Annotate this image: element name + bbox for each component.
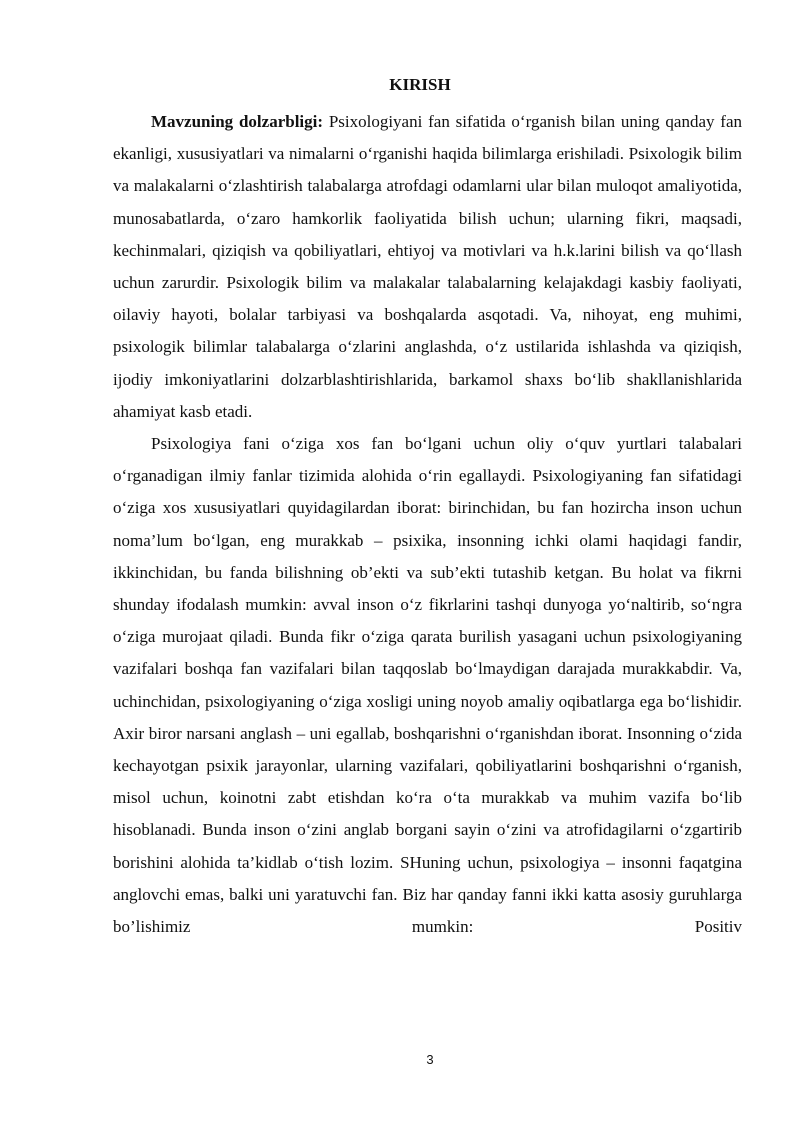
paragraph-lead: Mavzuning dolzarbligi: xyxy=(151,112,324,131)
body-text xyxy=(113,106,742,943)
paragraph-relevance-text: Psixologiyani fan sifatida o‘rganish bilan uning qanday fan ekanligi, xususiyatlari va nimalarni o‘rganishi haqida bilimlarga erishiladi. Psixologik bilim va malakalarni o‘zlashtirish talabalarga atrofdagi odamlarni ular bilan muloqot amaliyotida, munosabatlarda, o‘zaro hamkorlik faoliyatida bilish uchun; ularning fikri, maqsadi, kechinmalari, qiziqish va qobiliyatlari, ehtiyoj va motivlari va h.k.larini bilish va qo‘llash uchun zarurdir. Psixologik bilim va malakalar talabalarning kelajakdagi kasbiy faoliyati, oilaviy hayoti, bolalar tarbiyasi va boshqalarda asqotadi. Va, nihoyat, eng muhimi, psixologik bilimlar talabalarga o‘zlarini anglashda, o‘z ustilarida ishlashda va qiziqish, ijodiy imkoniyatlarini dolzarblashtirishlarida, barkamol shaxs bo‘lib shakllanishlarida ahamiyat kasb etadi. xyxy=(113,112,743,421)
paragraph-relevance xyxy=(113,106,742,428)
section-heading: KIRISH xyxy=(389,75,451,94)
page-number: 3 xyxy=(426,1052,434,1067)
paragraph-psychology-features: Psixologiya fani o‘ziga xos fan bo‘lgani uchun oliy o‘quv yurtlari talabalari o‘rganadigan ilmiy fanlar tizimida alohida o‘rin egallaydi. Psixologiyaning fan sifatidagi o‘ziga xos xususiyatlari quyidagilardan iborat: birinchidan, bu fan hozircha inson uchun noma’lum bo‘lgan, eng murakkab – psixika, insonning ichki olami haqidagi fandir, ikkinchidan, bu fanda bilishning ob’ekti va sub’ekti tutashib ketgan. Bu holat va fikrni shunday ifodalash mumkin: avval inson o‘z fikrlarini tashqi dunyoga yo‘naltirib, so‘ngra o‘ziga murojaat qiladi. Bunda fikr o‘ziga qarata burilish yasagani uchun psixologiyaning vazifalari boshqa fan vazifalari bilan taqqoslab bo‘lmaydigan darajada murakkabdir. Va, uchinchidan, psixologiyaning o‘ziga xosligi uning noyob amaliy oqibatlarga ega bo‘lishidir. Axir biror narsani anglash – uni egallab, boshqarishni o‘rganishdan iborat. Insonning o‘zida kechayotgan psixik jarayonlar, ularning vazifalari, qobiliyatlarini boshqarishni o‘rganish, misol uchun, koinotni zabt etishdan ko‘ra o‘ta murakkab va muhim vazifa bo‘lib hisoblanadi. Bunda inson o‘zini anglab borgani sayin o‘zini va atrofidagilarni o‘zgartirib borishini alohida ta’kidlab o‘tish lozim. SHuning uchun, psixologiya – insonni faqatgina anglovchi emas, balki uni yaratuvchi fan. Biz har qanday fanni ikki katta asosiy guruhlarga bo’lishimiz mumkin: Positiv xyxy=(113,434,742,937)
